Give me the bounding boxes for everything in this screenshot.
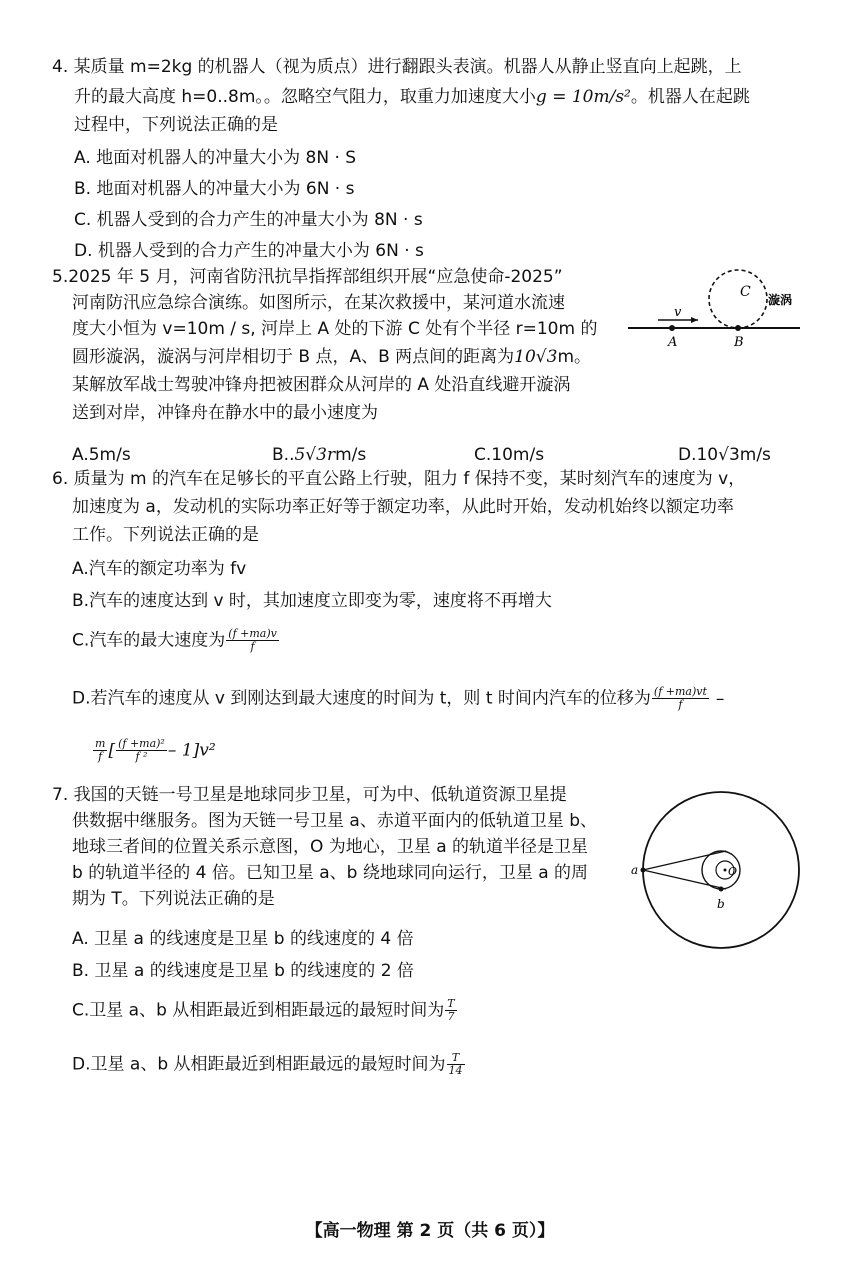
tangent-line-lower <box>643 870 726 889</box>
q4-option-c: C. 机器人受到的合力产生的冲量大小为 8N · s <box>74 210 423 230</box>
label-o: O <box>728 865 738 878</box>
label-a: A <box>668 335 678 350</box>
q5-option-b-unit: m/s <box>335 445 367 465</box>
q6-option-c <box>72 628 280 653</box>
satellite-a-dot <box>641 868 646 873</box>
q5-option-d: D.10√3m/s <box>678 445 771 465</box>
q6-option-d-numerator: (f +ma)vt <box>653 685 707 698</box>
q6-option-d-mass-fraction <box>93 738 107 763</box>
q7-stem-line-5: 期为 T。下列说法正确的是 <box>72 889 275 909</box>
q7-stem-line-2: 供数据中继服务。图为天链一号卫星 a、赤道平面内的低轨道卫星 b、 <box>72 811 598 831</box>
q6-option-a: A.汽车的额定功率为 fv <box>72 559 247 579</box>
q4-stem-line-2a: 升的最大高度 h=0..8m。。忽略空气阻力，取重力加速度大小 <box>74 87 536 107</box>
q7-option-c <box>72 998 458 1023</box>
q5-option-b-prefix: B.. <box>272 445 295 465</box>
q6-option-d <box>72 686 724 711</box>
q6-option-d-fraction <box>652 686 709 711</box>
q6-stem-line-1: 6. 质量为 m 的汽车在足够长的平直公路上行驶，阻力 f 保持不变，某时刻汽车的速度为 v， <box>52 469 746 489</box>
q6-option-d-tail: – 1]v² <box>167 740 216 761</box>
q7-option-a: A. 卫星 a 的线速度是卫星 b 的线速度的 4 倍 <box>72 929 414 949</box>
q7-figure <box>630 784 808 952</box>
q4-option-b: B. 地面对机器人的冲量大小为 6N · s <box>74 179 355 199</box>
q7-stem-line-3: 地球三者间的位置关系示意图，O 为地心，卫星 a 的轨道半径是卫星 <box>72 837 589 857</box>
q5-stem-line-3: 度大小恒为 v=10m / s, 河岸上 A 处的下游 C 处有个半径 r=10m 的 <box>72 319 598 339</box>
q5-stem-line-4 <box>72 346 591 368</box>
q7-option-d-fraction <box>447 1052 465 1077</box>
q7-option-d <box>72 1052 466 1077</box>
q4-gravity-formula: g = 10m/s² <box>535 87 631 107</box>
q7-option-d-denominator: 14 <box>448 1064 463 1077</box>
vortex-circle <box>709 270 767 328</box>
q7-option-c-fraction <box>445 998 456 1023</box>
q5-option-a: A.5m/s <box>72 445 131 465</box>
tangent-line-upper <box>643 851 726 870</box>
point-a-dot <box>669 325 675 331</box>
q6-option-c-denominator: f <box>250 640 255 653</box>
q6-option-b: B.汽车的速度达到 v 时，其加速度立即变为零，速度将不再增大 <box>72 591 552 611</box>
q7-option-d-text: D.卫星 a、b 从相距最近到相距最远的最短时间为 <box>72 1054 446 1075</box>
q7-stem-line-4: b 的轨道半径的 4 倍。已知卫星 a、b 绕地球同向运行，卫星 a 的周 <box>72 863 589 883</box>
center-o-dot <box>724 869 727 872</box>
q6-option-d-mass-denominator: f <box>98 750 103 763</box>
q5-distance-expr: 10√3 <box>514 347 558 367</box>
q6-option-d-bracket-open: [ <box>108 740 116 761</box>
q5-stem-line-5: 某解放军战士驾驶冲锋舟把被困群众从河岸的 A 处沿直线避开漩涡 <box>72 375 571 395</box>
q6-option-c-text: C.汽车的最大速度为 <box>72 630 226 651</box>
q6-option-d-square-numerator: (f +ma)² <box>118 737 165 750</box>
q5-option-c: C.10m/s <box>474 445 545 465</box>
water-flow-arrowhead <box>691 317 698 323</box>
q6-option-d-minus: – <box>715 688 725 709</box>
q6-option-d-text: D.若汽车的速度从 v 到刚达到最大速度的时间为 t，则 t 时间内汽车的位移为 <box>72 688 651 709</box>
q4-stem-line-3: 过程中，下列说法正确的是 <box>74 115 278 135</box>
q5-figure <box>624 262 804 350</box>
label-b: b <box>717 897 725 911</box>
q6-option-d-square-denominator: f ² <box>135 750 148 763</box>
label-vortex: 漩涡 <box>768 293 793 307</box>
page-footer: 【高一物理 第 2 页（共 6 页）】 <box>305 1221 555 1241</box>
q7-option-d-numerator: T <box>447 1052 465 1065</box>
label-b: B <box>734 335 744 350</box>
q6-option-d-mass-numerator: m <box>95 737 106 750</box>
q4-stem-line-2 <box>74 86 750 108</box>
q4-stem-line-2b: 。机器人在起跳 <box>630 87 750 107</box>
q7-stem-line-1: 7. 我国的天链一号卫星是地球同步卫星，可为中、低轨道资源卫星提 <box>52 785 567 805</box>
q6-stem-line-2: 加速度为 a，发动机的实际功率正好等于额定功率，从此时开始，发动机始终以额定功率 <box>72 497 734 517</box>
q4-option-d: D. 机器人受到的合力产生的冲量大小为 6N · s <box>74 241 424 261</box>
q5-option-b-expr: 5√3r <box>294 445 336 465</box>
q6-option-c-numerator: (f +ma)v <box>228 627 277 640</box>
q5-option-b <box>272 444 366 466</box>
q7-option-c-denominator: 7 <box>447 1010 455 1023</box>
label-c: C <box>740 284 751 300</box>
q6-option-d-denominator: f <box>678 698 683 711</box>
q7-option-b: B. 卫星 a 的线速度是卫星 b 的线速度的 2 倍 <box>72 961 414 981</box>
q5-stem-line-4a: 圆形漩涡，漩涡与河岸相切于 B 点，A、B 两点间的距离为 <box>72 347 515 367</box>
point-b-dot <box>735 325 741 331</box>
q5-stem-line-6: 送到对岸，冲锋舟在静水中的最小速度为 <box>72 403 378 423</box>
q5-stem-line-2: 河南防汛应急综合演练。如图所示，在某次救援中，某河道水流速 <box>72 293 565 313</box>
orbit-a-circle <box>643 792 799 948</box>
q5-stem-line-4b: m。 <box>557 347 592 367</box>
label-v: v <box>674 305 682 320</box>
q6-option-d-line-2 <box>92 738 216 763</box>
q6-option-d-square-fraction <box>116 738 167 763</box>
q4-option-a: A. 地面对机器人的冲量大小为 8N · S <box>74 148 357 168</box>
q5-stem-line-1: 5.2025 年 5 月，河南省防汛抗旱指挥部组织开展“应急使命-2025” <box>52 267 563 287</box>
label-a: a <box>631 863 639 877</box>
satellite-b-dot <box>719 887 724 892</box>
q4-stem-line-1: 4. 某质量 m=2kg 的机器人（视为质点）进行翻跟头表演。机器人从静止竖直向上起跳，上 <box>52 57 742 77</box>
q6-stem-line-3: 工作。下列说法正确的是 <box>72 525 259 545</box>
q7-option-c-text: C.卫星 a、b 从相距最近到相距最远的最短时间为 <box>72 1000 445 1021</box>
q6-option-c-fraction <box>226 628 279 653</box>
q7-option-c-numerator: T <box>447 997 455 1010</box>
